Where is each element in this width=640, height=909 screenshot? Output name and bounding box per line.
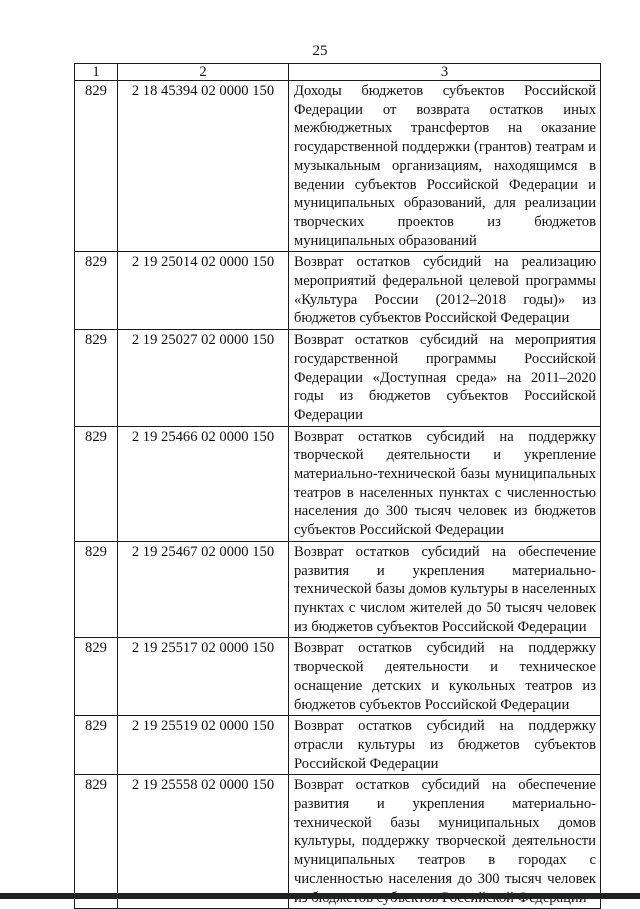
description-cell: Доходы бюджетов субъектов Российской Федерации от возврата остатков иных межбюджетных трансфертов на оказание государственной поддержки (грантов) театрам и музыкальным организациям, находящимся в ведении субъектов Российской Федерации и муниципальных образований, для реализации творческих проектов из бюджетов муниципальных образований	[289, 81, 601, 252]
description-cell: Возврат остатков субсидий на обеспечение развития и укрепления материально-технической базы муниципальных домов культуры, поддержку творческой деятельности муниципальных театров в городах с численностью населения до 300 тысяч человек	[289, 775, 601, 909]
header-col-1: 1	[75, 64, 118, 81]
budget-code-cell: 2 19 25014 02 0000 150	[118, 252, 289, 330]
budget-code-cell: 2 19 25466 02 0000 150	[118, 426, 289, 541]
description-cell: Возврат остатков субсидий на поддержку творческой деятельности и укрепление материально-технической базы муниципальных театров в населенных пунктах с численностью населения до 300 тысяч человек из бюджетов субъектов Российской Федерации	[289, 426, 601, 541]
table-row	[75, 716, 601, 775]
table-row	[75, 81, 601, 252]
admin-code-cell: 829	[75, 775, 118, 909]
table-row	[75, 330, 601, 427]
budget-code-cell: 2 19 25027 02 0000 150	[118, 330, 289, 427]
table-row	[75, 426, 601, 541]
budget-code-cell: 2 19 25517 02 0000 150	[118, 638, 289, 716]
header-col-3: 3	[289, 64, 601, 81]
description-cell: Возврат остатков субсидий на обеспечение развития и укрепления материально-технической базы домов культуры в населенных пунктах с числом жителей до 50 тысяч человек из бюджетов субъектов Российской Федерации	[289, 541, 601, 638]
admin-code-cell: 829	[75, 638, 118, 716]
admin-code-cell: 829	[75, 426, 118, 541]
table-row	[75, 638, 601, 716]
table-header-row	[75, 64, 601, 81]
table-row	[75, 775, 601, 909]
admin-code-cell: 829	[75, 252, 118, 330]
budget-code-cell: 2 19 25467 02 0000 150	[118, 541, 289, 638]
admin-code-cell: 829	[75, 330, 118, 427]
table-row	[75, 252, 601, 330]
budget-code-cell: 2 19 25558 02 0000 150	[118, 775, 289, 909]
description-cell: Возврат остатков субсидий на поддержку отрасли культуры из бюджетов субъектов Российской Федерации	[289, 716, 601, 775]
admin-code-cell: 829	[75, 541, 118, 638]
bottom-scan-edge	[0, 893, 640, 899]
budget-code-cell: 2 19 25519 02 0000 150	[118, 716, 289, 775]
table-row	[75, 541, 601, 638]
page-number: 25	[312, 43, 328, 59]
description-cell: Возврат остатков субсидий на поддержку творческой деятельности и техническое оснащение детских и кукольных театров из бюджетов субъектов Российской Федерации	[289, 638, 601, 716]
description-cell: Возврат остатков субсидий на мероприятия государственной программы Российской Федерации «Доступная среда» на 2011–2020 годы из бюджетов субъектов Российской Федерации	[289, 330, 601, 427]
revenue-codes-table	[74, 63, 601, 909]
budget-code-cell: 2 18 45394 02 0000 150	[118, 81, 289, 252]
admin-code-cell: 829	[75, 81, 118, 252]
admin-code-cell: 829	[75, 716, 118, 775]
header-col-2: 2	[118, 64, 289, 81]
description-cell: Возврат остатков субсидий на реализацию мероприятий федеральной целевой программы «Культура России (2012–2018 годы)» из бюджетов субъектов Российской Федерации	[289, 252, 601, 330]
